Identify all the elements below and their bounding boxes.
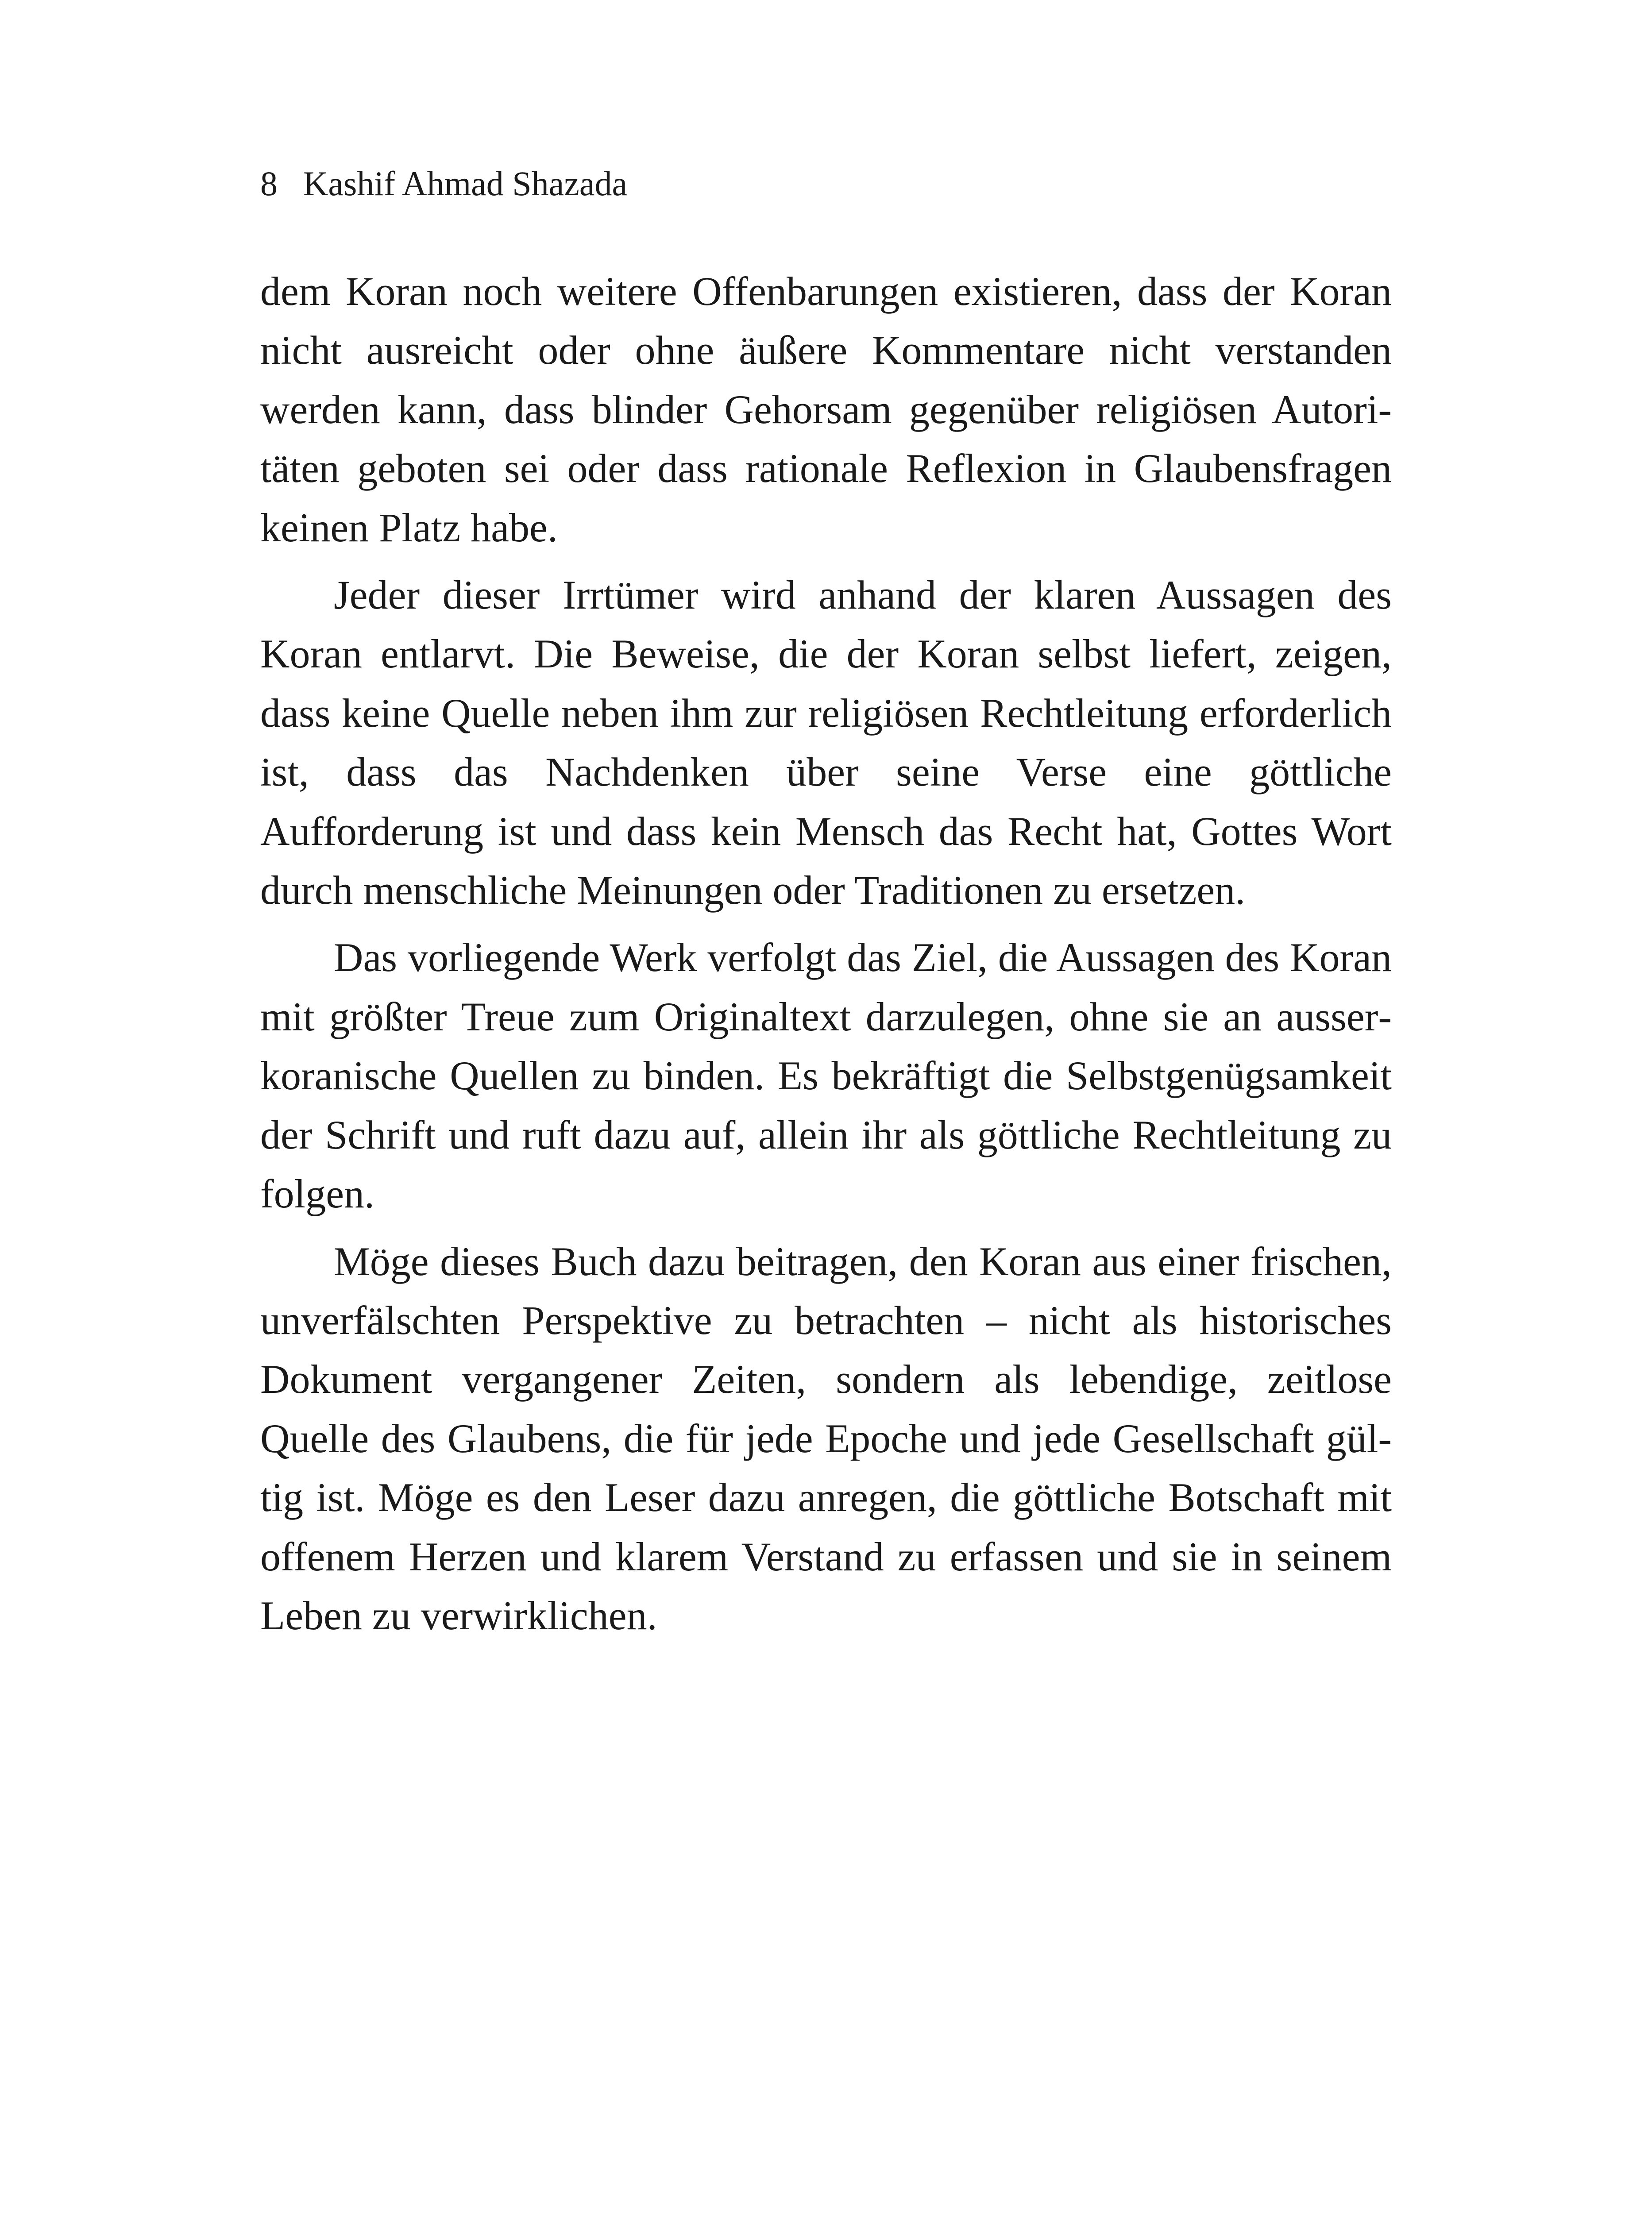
paragraph-3: Das vorliegende Werk verfolgt das Ziel, die Aussagen des Koran mit größter Treue zum Originaltext darzulegen, ohne sie an ausserkoranische Quellen zu binden. Es bekräftigt die Selbstgenügsamkeit der Schrift und ruft dazu auf, allein ihr als göttliche Rechtleitung zu folgen. <box>260 935 1392 1217</box>
body-text <box>260 262 1392 1645</box>
paragraph-2: Jeder dieser Irrtümer wird anhand der klaren Aussagen des Koran entlarvt. Die Beweise, die der Koran selbst liefert, zeigen, dass keine Quelle neben ihm zur religiösen Rechtleitung erforderlich ist, dass das Nachdenken über seine Verse eine göttliche Aufforderung ist und dass kein Mensch das Recht hat, Gottes Wort durch menschliche Meinungen oder Traditionen zu ersetzen. <box>260 572 1392 913</box>
paragraph-1: dem Koran noch weitere Offenbarungen existieren, dass der Koran nicht ausreicht oder ohne äußere Kommentare nicht verstanden werden kann, dass blinder Gehorsam gegenüber religiösen Autoritäten geboten sei oder dass rationale Reflexion in Glaubensfragen keinen Platz habe. <box>260 269 1392 550</box>
running-head-author: Kashif Ahmad Shazada <box>303 164 628 203</box>
running-head <box>260 162 627 206</box>
paragraph-4: Möge dieses Buch dazu beitragen, den Koran aus einer frischen, unverfälschten Perspektive zu betrachten – nicht als historisches Dokument vergangener Zeiten, sondern als lebendige, zeitlose Quelle des Glaubens, die für jede Epoche und jede Gesellschaft gültig ist. Möge es den Leser dazu anregen, die göttliche Botschaft mit offenem Herzen und klarem Verstand zu erfassen und sie in seinem Leben zu verwirklichen. <box>260 1238 1392 1638</box>
page-number: 8 <box>260 164 278 203</box>
